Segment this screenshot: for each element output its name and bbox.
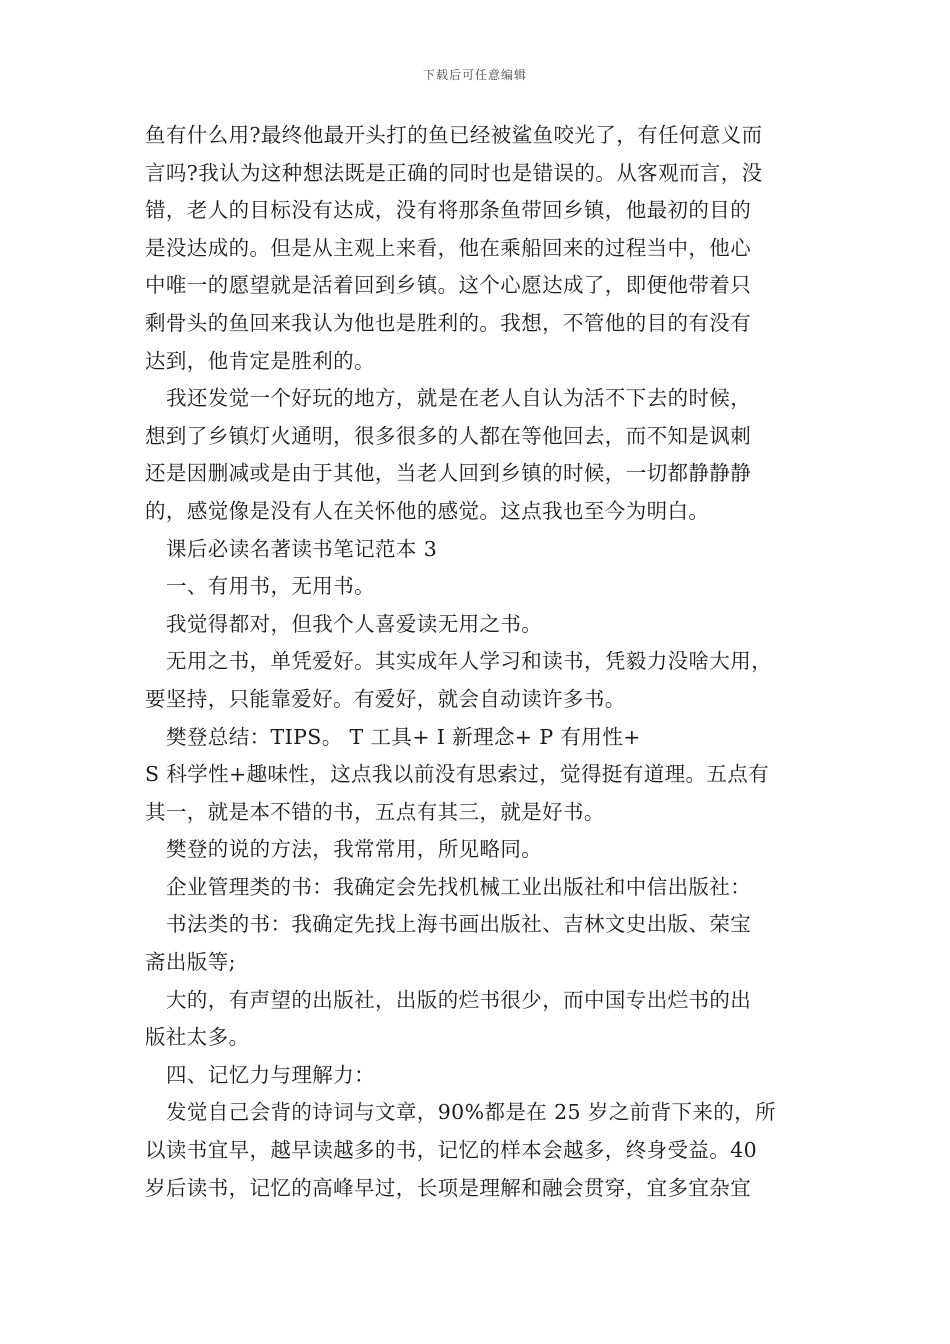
text-line: 樊登的说的方法，我常常用，所见略同。 bbox=[166, 837, 543, 862]
text-line: 想到了乡镇灯火通明，很多很多的人都在等他回去，而不知是讽刺 bbox=[145, 423, 752, 448]
text-line: 要坚持，只能靠爱好。有爱好，就会自动读许多书。 bbox=[145, 686, 626, 711]
page-header: 下载后可任意编辑 bbox=[422, 68, 527, 82]
text-line: 言吗?我认为这种想法既是正确的同时也是错误的。从客观而言，没 bbox=[145, 160, 763, 185]
text-line: 发觉自己会背的诗词与文章，90%都是在 25 岁之前背下来的，所 bbox=[166, 1100, 776, 1125]
text-line: 一、有用书，无用书。 bbox=[166, 574, 375, 599]
text-line: 版社太多。 bbox=[145, 1025, 250, 1050]
text-line: 我还发觉一个好玩的地方，就是在老人自认为活不下去的时候， bbox=[166, 386, 752, 411]
text-line: 鱼有什么用?最终他最开头打的鱼已经被鲨鱼咬光了，有任何意义而 bbox=[145, 123, 763, 147]
text-line: 四、记忆力与理解力： bbox=[166, 1062, 375, 1087]
text-line: 以读书宜早，越早读越多的书，记忆的样本会越多，终身受益。40 bbox=[145, 1138, 758, 1163]
text-line: 无用之书，单凭爱好。其实成年人学习和读书，凭毅力没啥大用， bbox=[166, 649, 773, 674]
text-line: 剩骨头的鱼回来我认为他也是胜利的。我想，不管他的目的有没有 bbox=[145, 310, 752, 335]
text-line: 其一，就是本不错的书，五点有其三，就是好书。 bbox=[145, 799, 605, 824]
text-line: 企业管理类的书：我确定会先找机械工业出版社和中信出版社： bbox=[166, 874, 752, 899]
text-line: 斋出版等; bbox=[145, 950, 236, 975]
text-line: 还是因删减或是由于其他，当老人回到乡镇的时候，一切都静静静 bbox=[145, 461, 752, 486]
text-line: 的，感觉像是没有人在关怀他的感觉。这点我也至今为明白。 bbox=[145, 498, 710, 523]
text-line: S 科学性+趣味性，这点我以前没有思索过，觉得挺有道理。五点有 bbox=[145, 762, 770, 787]
text-line: 我觉得都对，但我个人喜爱读无用之书。 bbox=[166, 611, 543, 636]
text-line: 达到，他肯定是胜利的。 bbox=[145, 348, 375, 373]
text-line: 大的，有声望的出版社，出版的烂书很少，而中国专出烂书的出 bbox=[166, 987, 752, 1012]
text-line: 课后必读名著读书笔记范本 3 bbox=[166, 536, 438, 561]
text-line: 错，老人的目标没有达成，没有将那条鱼带回乡镇，他最初的目的 bbox=[145, 198, 752, 223]
text-line: 书法类的书：我确定先找上海书画出版社、吉林文史出版、荣宝 bbox=[166, 912, 752, 937]
text-line: 岁后读书，记忆的高峰早过，长项是理解和融会贯穿，宜多宜杂宜 bbox=[145, 1175, 752, 1200]
text-line: 是没达成的。但是从主观上来看，他在乘船回来的过程当中，他心 bbox=[145, 235, 752, 260]
document-body bbox=[145, 117, 810, 1207]
text-line: 樊登总结：TIPS。 T 工具+ I 新理念+ P 有用性+ bbox=[166, 724, 641, 749]
text-line: 中唯一的愿望就是活着回到乡镇。这个心愿达成了，即便他带着只 bbox=[145, 273, 752, 298]
